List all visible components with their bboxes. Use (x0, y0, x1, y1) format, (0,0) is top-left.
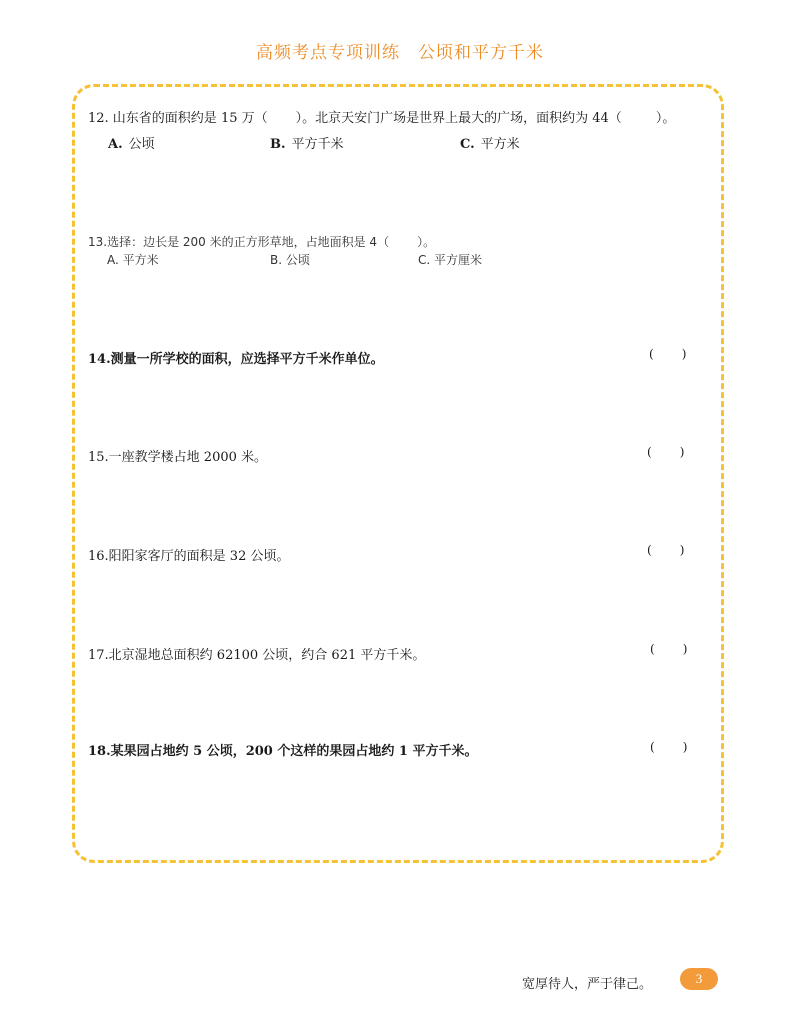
q14-answer-box[interactable] (649, 347, 686, 361)
q12-option-c-label: 平方米 (480, 137, 520, 152)
q18-answer-box[interactable] (650, 740, 687, 754)
question-12 (88, 107, 675, 126)
question-17: 17.北京湿地总面积约 62100 公顷，约合 621 平方千米。 (88, 648, 426, 663)
q18-answer-close: ) (682, 740, 688, 754)
q15-answer-open: ( (647, 445, 652, 459)
q12-option-c[interactable] (460, 133, 520, 152)
question-14: 14.测量一所学校的面积，应选择平方千米作单位。 (88, 352, 384, 367)
header-title-series: 高频考点专项训练 (256, 43, 400, 63)
q12-option-a-label: 公顷 (128, 137, 155, 152)
q12-text-b: ）。北京天安门广场是世界上最大的广场，面积约为 44（ (295, 111, 622, 126)
q17-answer-box[interactable] (650, 642, 687, 656)
question-16: 16.阳阳家客厅的面积是 32 公顷。 (88, 549, 290, 564)
page-number-badge: 3 (680, 968, 718, 990)
q13-text-a: 13.选择：边长是 200 米的正方形草地，占地面积是 4（ (88, 235, 390, 249)
question-18: 18.某果园占地约 5 公顷，200 个这样的果园占地约 1 平方千米。 (88, 744, 478, 759)
q13-option-b[interactable]: B. 公顷 (270, 253, 310, 267)
q15-answer-close: ) (679, 445, 685, 459)
q12-option-b-letter: B. (270, 137, 286, 152)
q16-answer-close: ) (679, 543, 685, 557)
q16-answer-box[interactable] (647, 543, 684, 557)
footer-motto: 宽厚待人，严于律己。 (522, 977, 653, 992)
q12-option-a[interactable] (108, 133, 155, 152)
q13-text-b: ）。 (417, 235, 436, 249)
q13-option-a[interactable]: A. 平方米 (107, 253, 159, 267)
page-header (0, 38, 800, 63)
header-title-topic: 公顷和平方千米 (418, 43, 544, 63)
question-15: 15.一座教学楼占地 2000 米。 (88, 450, 268, 465)
q12-option-a-letter: A. (108, 137, 123, 152)
q18-answer-open: ( (650, 740, 655, 754)
q15-answer-box[interactable] (647, 445, 684, 459)
q12-text-c: ）。 (655, 111, 676, 126)
q14-answer-open: ( (649, 347, 654, 361)
q17-answer-open: ( (650, 642, 655, 656)
q12-option-c-letter: C. (460, 137, 475, 152)
q14-answer-close: ) (681, 347, 687, 361)
q12-text-a: 12. 山东省的面积约是 15 万（ (88, 111, 268, 126)
q12-option-b-label: 平方千米 (291, 137, 344, 152)
q13-option-c[interactable]: C. 平方厘米 (418, 253, 483, 267)
q16-answer-open: ( (647, 543, 652, 557)
q17-answer-close: ) (682, 642, 688, 656)
q12-option-b[interactable] (270, 133, 344, 152)
question-13 (88, 233, 435, 250)
